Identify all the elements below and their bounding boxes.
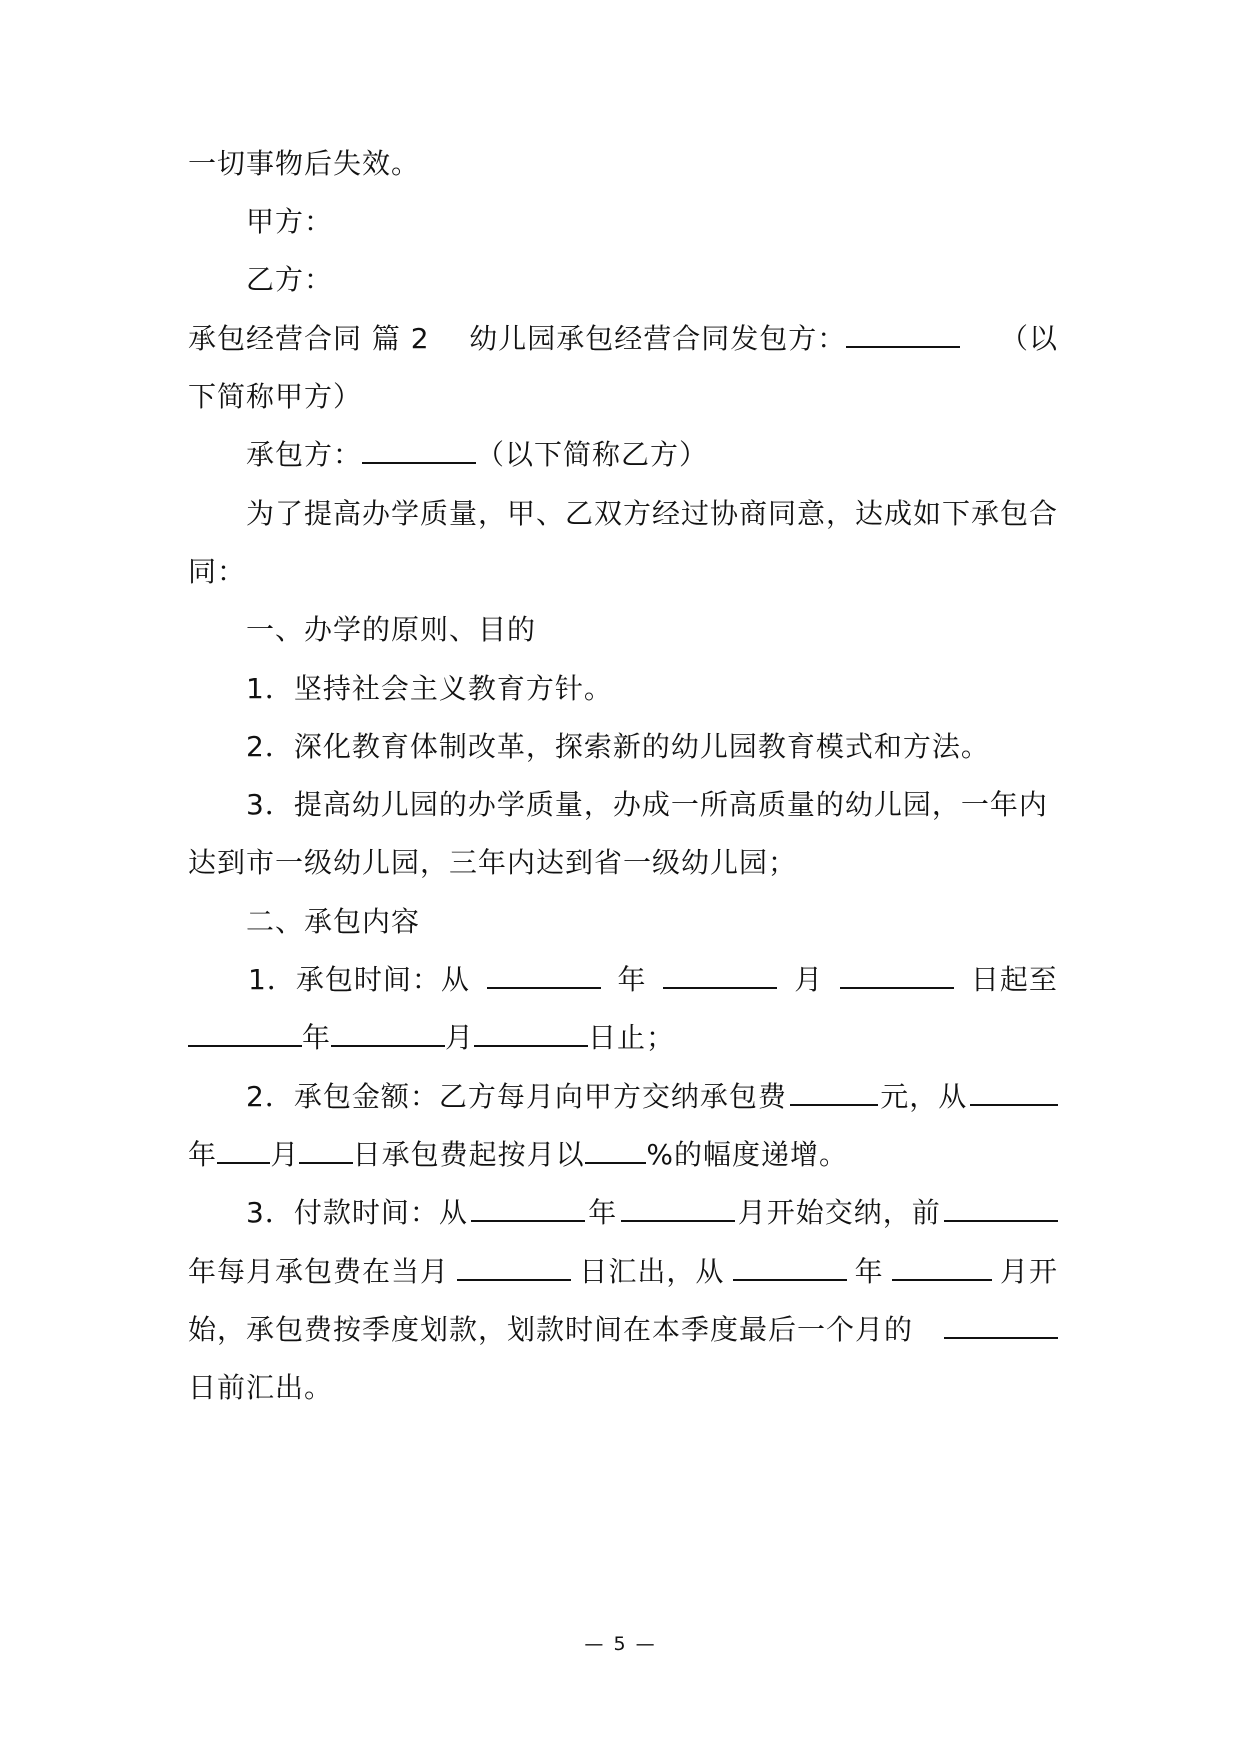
fill-blank bbox=[790, 1078, 878, 1106]
list-item: 1．坚持社会主义教育方针。 bbox=[246, 672, 613, 705]
fill-blank bbox=[331, 1019, 445, 1047]
contract-title: 幼儿园承包经营合同发包方： bbox=[469, 319, 960, 359]
term-line: 年 月 日止； bbox=[188, 1018, 1058, 1058]
fill-blank bbox=[487, 961, 601, 989]
paragraph-line: 达到市一级幼儿园，三年内达到省一级幼儿园； bbox=[188, 846, 798, 879]
party-b-label: 乙方： bbox=[246, 263, 334, 296]
paragraph-line: 一切事物后失效。 bbox=[188, 147, 421, 180]
payment-line: 始，承包费按季度划款，划款时间在本季度最后一个月的 bbox=[188, 1310, 1058, 1350]
section-heading: 一、办学的原则、目的 bbox=[246, 613, 537, 646]
fill-blank bbox=[585, 1136, 647, 1164]
page-number: — 5 — bbox=[584, 1633, 657, 1655]
payment-line: 3．付款时间：从 年 月开始交纳，前 bbox=[188, 1193, 1058, 1233]
paragraph-line: 为了提高办学质量，甲、乙双方经过协商同意，达成如下承包合 bbox=[246, 497, 1059, 530]
paragraph-line: 日前汇出。 bbox=[188, 1371, 334, 1404]
fill-blank bbox=[846, 320, 960, 348]
fill-blank bbox=[457, 1253, 571, 1281]
fill-blank bbox=[733, 1253, 847, 1281]
fill-blank bbox=[471, 1194, 585, 1222]
payment-line: 年每月承包费在当月 日汇出，从 年 月开 bbox=[188, 1255, 1058, 1288]
fill-blank bbox=[299, 1136, 352, 1164]
fill-blank bbox=[621, 1194, 735, 1222]
fill-blank bbox=[892, 1253, 992, 1281]
fill-blank bbox=[970, 1078, 1058, 1106]
list-item: 2．深化教育体制改革，探索新的幼儿园教育模式和方法。 bbox=[246, 730, 990, 763]
fill-blank bbox=[944, 1311, 1058, 1339]
fill-blank bbox=[663, 961, 777, 989]
fill-blank bbox=[217, 1136, 270, 1164]
paragraph-line: 同： bbox=[188, 555, 247, 588]
fill-blank bbox=[474, 1019, 588, 1047]
amount-line: 年 月 日承包费起按月以 %的幅度递增。 bbox=[188, 1138, 848, 1171]
contractor-line: 承包方： （以下简称乙方） bbox=[246, 438, 709, 471]
fill-blank bbox=[362, 436, 476, 464]
section-heading: 二、承包内容 bbox=[246, 905, 421, 938]
party-a-label: 甲方： bbox=[246, 205, 334, 238]
contract-heading-line: 承包经营合同 篇 2 幼儿园承包经营合同发包方： （以 bbox=[188, 319, 1058, 359]
fill-blank bbox=[188, 1019, 302, 1047]
fill-blank bbox=[944, 1194, 1058, 1222]
fill-blank bbox=[840, 961, 954, 989]
section-title: 承包经营合同 篇 2 bbox=[188, 322, 430, 355]
term-line: 1．承包时间：从 年 月 日起至 bbox=[248, 963, 1058, 996]
list-item: 3．提高幼儿园的办学质量，办成一所高质量的幼儿园，一年内 bbox=[246, 788, 1048, 821]
amount-line: 2．承包金额：乙方每月向甲方交纳承包费 元，从 bbox=[188, 1077, 1058, 1117]
paragraph-line: 下简称甲方） bbox=[188, 380, 363, 413]
